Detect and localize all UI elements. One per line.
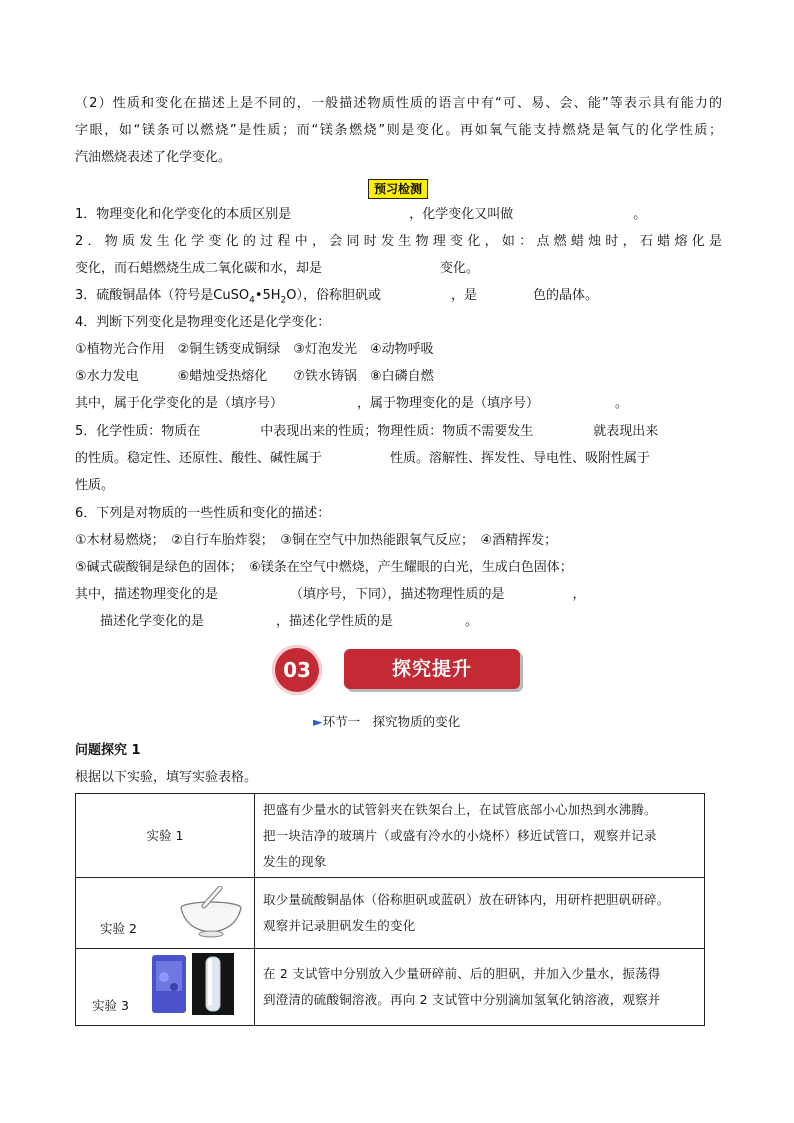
q4-text-a: 其中，属于化学变化的是（填序号） [75, 396, 284, 411]
question-1 [75, 205, 722, 225]
table-cell-label [76, 794, 255, 878]
problem-instruction: 根据以下实验，填写实验表格。 [75, 770, 258, 785]
question-3 [75, 286, 722, 311]
table-cell-desc [255, 949, 705, 1026]
q1-text-c: 。 [633, 207, 647, 222]
q4-text-b: ，属于物理变化的是（填序号） [357, 396, 540, 411]
intro-line-3: 汽油燃烧表述了化学变化。 [75, 150, 232, 165]
q3-text-a: 3．硫酸铜晶体（符号是 [75, 288, 214, 303]
section-banner [272, 645, 524, 695]
banner-title: 探究提升 [391, 658, 472, 680]
q3-formula-part-3: O），俗称胆矾或 [286, 288, 382, 303]
question-5-line-2 [75, 449, 722, 469]
table-cell-desc [255, 878, 705, 949]
experiment-3-desc-2: 到澄清的硫酸铜溶液。再向 2 支试管中分别滴加氢氧化钠溶液，观察并 [263, 992, 661, 1007]
q5-text-d: 的性质。稳定性、还原性、酸性、碱性属于 [75, 451, 323, 466]
experiment-1-desc-3: 发生的现象 [263, 853, 327, 869]
q5-text-a: 5．化学性质：物质在 [75, 424, 201, 439]
section-subheading [313, 713, 460, 731]
experiment-1-label: 实验 1 [146, 827, 184, 843]
test-tubes-icon [148, 953, 238, 1015]
q5-text-b: 中表现出来的性质；物理性质：物质不需要发生 [260, 424, 534, 439]
q6-text-e: ，描述化学性质的是 [276, 614, 394, 629]
experiment-3-label: 实验 3 [92, 998, 129, 1013]
question-6-answer-2 [100, 612, 722, 632]
experiment-1-desc-1: 把盛有少量水的试管斜夹在铁架台上，在试管底部小心加热到水沸腾。 [263, 801, 657, 817]
q5-text-c: 就表现出来 [593, 424, 659, 439]
q3-formula-part-1: CuSO [213, 288, 250, 303]
intro-line-2: 字眼，如“镁条可以燃烧”是性质；而“镁条燃烧”则是变化。再如氧气能支持燃烧是氧气的化学性质； [75, 123, 722, 138]
q2-text-b: 变化。 [440, 261, 480, 276]
question-2-line-2 [75, 259, 722, 279]
q6-text-b: （填序号，下同），描述物理性质的是 [290, 587, 505, 602]
q3-formula-sub-2: 2 [280, 295, 287, 306]
q3-formula-part-2: •5H [254, 288, 281, 303]
q3-formula-sub-1: 4 [249, 295, 255, 306]
q5-text-e: 性质。溶解性、挥发性、导电性、吸附性属于 [390, 451, 651, 466]
question-4-title: 4．判断下列变化是物理变化还是化学变化： [75, 315, 331, 330]
q6-text-f: 。 [465, 614, 479, 629]
q6-text-d: 描述化学变化的是 [100, 614, 205, 629]
triangle-right-icon: ► [313, 714, 323, 729]
problem-title: 问题探究 1 [75, 743, 141, 758]
question-5-line-3: 性质。 [75, 478, 115, 493]
experiment-1-desc-2: 把一块洁净的玻璃片（或盛有冷水的小烧杯）移近试管口，观察并记录 [263, 827, 657, 843]
table-row [76, 949, 705, 1026]
question-6-items-1: ①木材易燃烧； ②自行车胎炸裂； ③铜在空气中加热能跟氧气反应； ④酒精挥发； [75, 533, 558, 548]
question-4-items-1: ①植物光合作用 ②铜生锈变成铜绿 ③灯泡发光 ④动物呼吸 [75, 342, 434, 357]
experiment-3-desc-1: 在 2 支试管中分别放入少量研碎前、后的胆矾，并加入少量水，振荡得 [263, 966, 661, 981]
question-6-title: 6．下列是对物质的一些性质和变化的描述： [75, 506, 331, 521]
table-cell-label [76, 949, 255, 1026]
q3-text-b: ，是 [451, 288, 478, 303]
experiment-2-label: 实验 2 [100, 921, 137, 936]
table-row [76, 878, 705, 949]
q6-text-c: ， [572, 587, 586, 602]
banner-number: 03 [283, 658, 311, 682]
q2-text-a: 变化，而石蜡燃烧生成二氧化碳和水，却是 [75, 261, 323, 276]
question-6-answer-1 [75, 585, 722, 605]
q1-text-a: 1．物理变化和化学变化的本质区别是 [75, 207, 292, 222]
q4-text-c: 。 [615, 396, 629, 411]
question-5-line-1 [75, 422, 722, 442]
table-cell-label [76, 878, 255, 949]
experiment-table [75, 793, 705, 1026]
subheading-text: 环节一 探究物质的变化 [322, 714, 461, 729]
intro-line-1: （2）性质和变化在描述上是不同的，一般描述物质性质的语言中有“可、易、会、能”等表示具有能力的 [75, 96, 722, 111]
experiment-2-desc-2: 观察并记录胆矾发生的变化 [263, 918, 416, 933]
q6-text-a: 其中，描述物理变化的是 [75, 587, 219, 602]
question-4-items-2: ⑤水力发电 ⑥蜡烛受热熔化 ⑦铁水铸锅 ⑧白磷自燃 [75, 369, 434, 384]
q3-text-c: 色的晶体。 [533, 288, 599, 303]
mortar-pestle-icon [176, 886, 246, 938]
question-2-line-1: 2．物质发生化学变化的过程中，会同时发生物理变化，如：点燃蜡烛时，石蜡熔化是 [75, 234, 722, 249]
question-6-items-2: ⑤碱式碳酸铜是绿色的固体； ⑥镁条在空气中燃烧，产生耀眼的白光，生成白色固体； [75, 560, 573, 575]
table-cell-desc [255, 794, 705, 878]
question-4-answer [75, 394, 722, 414]
q1-text-b: ，化学变化又叫做 [409, 207, 514, 222]
preview-check-badge: 预习检测 [368, 179, 428, 199]
experiment-2-desc-1: 取少量硫酸铜晶体（俗称胆矾或蓝矾）放在研钵内，用研杵把胆矾研碎。 [263, 892, 670, 907]
table-row [76, 794, 705, 878]
